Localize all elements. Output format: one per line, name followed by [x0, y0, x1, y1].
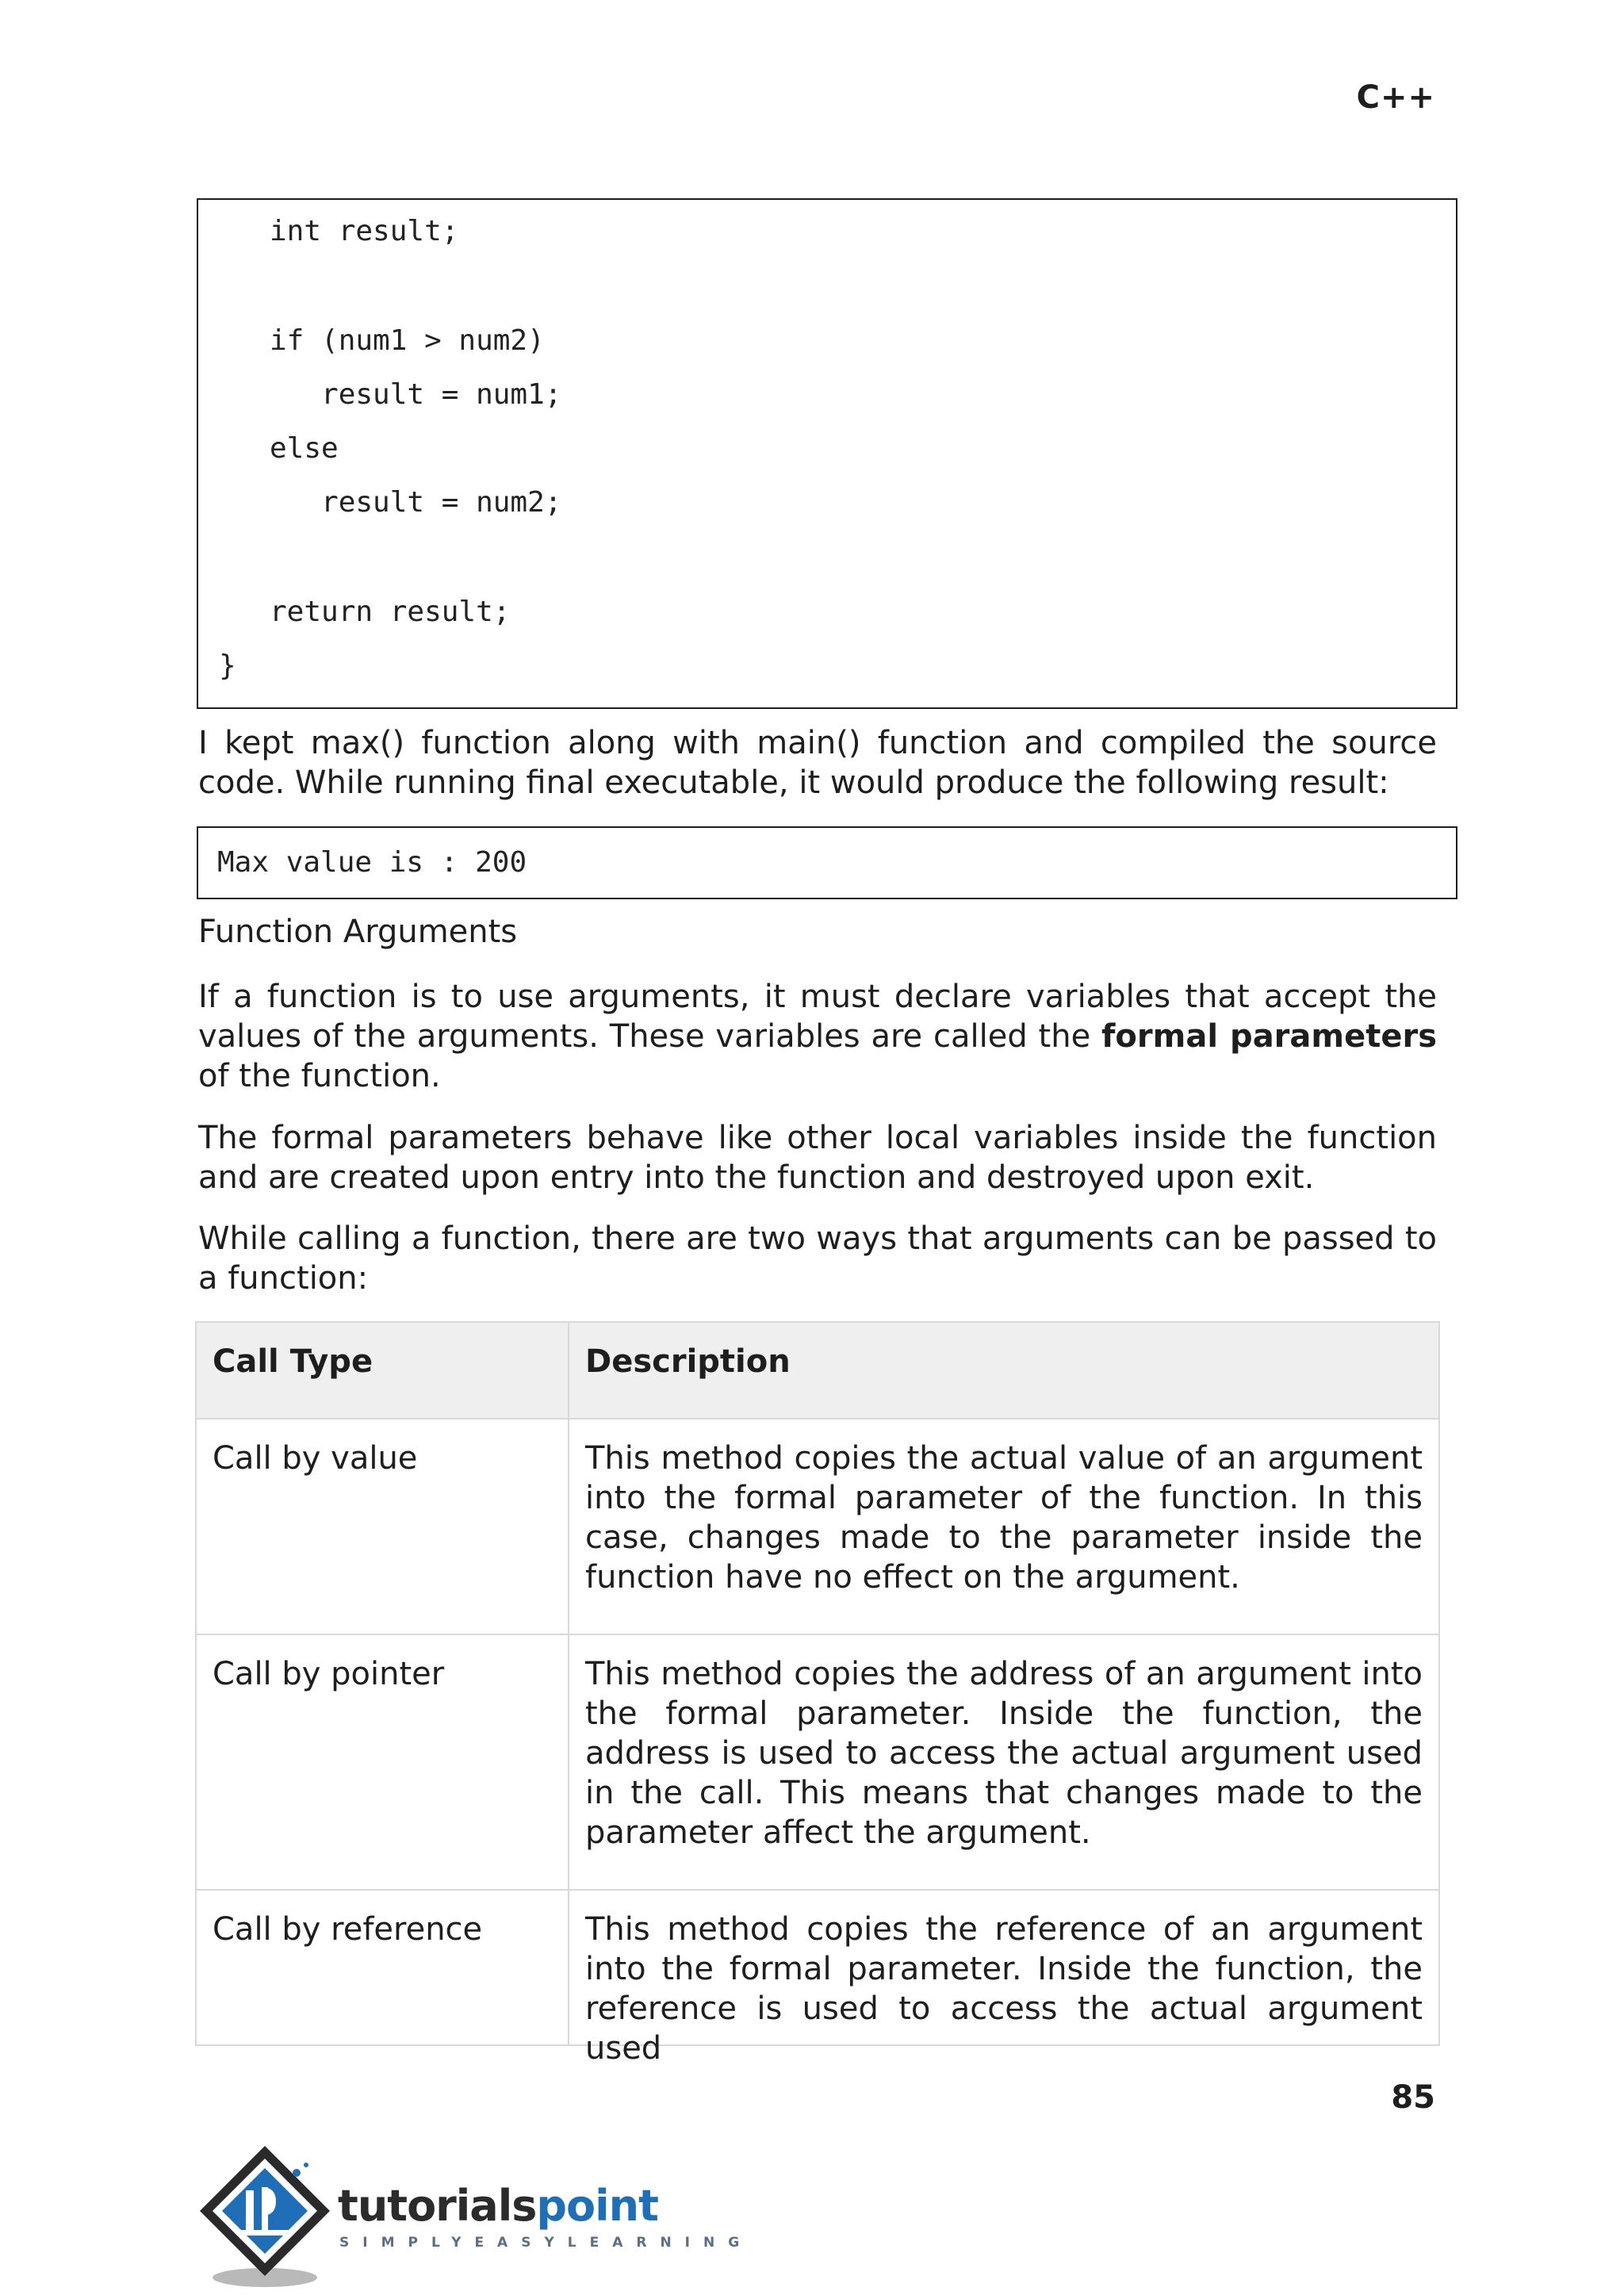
- intro-paragraph: I kept max() function along with main() function and compiled the source code. While running final executable, it would produce the following result:: [198, 725, 1437, 801]
- code-line: else: [270, 432, 339, 465]
- bold-term: formal parameters: [1101, 1018, 1437, 1055]
- code-line: result = num2;: [270, 486, 562, 519]
- code-line: return result;: [270, 596, 511, 628]
- description-cell: This method copies the address of an argument into the formal parameter. Inside the function, the address is used to access the actual argument used in the call. This means that changes made to the parameter affect the argument.: [569, 1634, 1439, 1890]
- paragraph-formal-parameters: [198, 977, 1437, 1096]
- call-type-cell: Call by value: [196, 1419, 569, 1634]
- table-row: [196, 1634, 1439, 1890]
- table-row: [196, 1419, 1439, 1634]
- table-header-row: [196, 1322, 1439, 1419]
- logo-diamond-icon: [195, 2141, 338, 2292]
- code-line: if (num1 > num2): [270, 324, 545, 357]
- paragraph-two-ways: While calling a function, there are two ways that arguments can be passed to a function:: [198, 1220, 1437, 1297]
- call-type-cell: Call by pointer: [196, 1634, 569, 1890]
- header-title: C++: [1356, 79, 1435, 116]
- output-block: [197, 826, 1457, 899]
- page-number: 85: [1391, 2079, 1435, 2116]
- code-block: [197, 198, 1457, 709]
- logo-word-tutorials: tutorials: [338, 2181, 537, 2231]
- logo-tagline: SIMPLYEASYLEARNING: [339, 2235, 753, 2251]
- call-type-table: [195, 1321, 1440, 2067]
- description-cell: This method copies the actual value of an argument into the formal parameter of the function. In this case, changes made to the parameter inside the function have no effect on the argument.: [569, 1419, 1439, 1634]
- logo-word-point: point: [536, 2181, 658, 2231]
- code-line: int result;: [270, 215, 459, 247]
- description-cell: [569, 1890, 1439, 2067]
- paragraph-text: of the function.: [198, 1058, 441, 1094]
- tutorialspoint-logo: [195, 2141, 753, 2292]
- code-line: }: [219, 649, 236, 682]
- table-header-call-type: Call Type: [196, 1322, 569, 1419]
- output-text: Max value is : 200: [217, 846, 527, 879]
- table-header-description: Description: [569, 1322, 1439, 1419]
- logo-wordmark: [338, 2181, 658, 2231]
- description-text: This method copies the reference of an argument into the formal parameter. Inside the function, the reference is used to access the actual argument used: [585, 1911, 1423, 2067]
- code-line: result = num1;: [270, 378, 562, 411]
- section-heading: Function Arguments: [198, 914, 518, 950]
- paragraph-text: If a function is to use arguments, it must declare variables that accept the values of the arguments. These variables are called the: [198, 979, 1437, 1055]
- call-type-cell: Call by reference: [196, 1890, 569, 2045]
- paragraph-local-variables: The formal parameters behave like other local variables inside the function and are created upon entry into the function and destroyed upon exit.: [198, 1120, 1437, 1196]
- table-row: [196, 1890, 1439, 2045]
